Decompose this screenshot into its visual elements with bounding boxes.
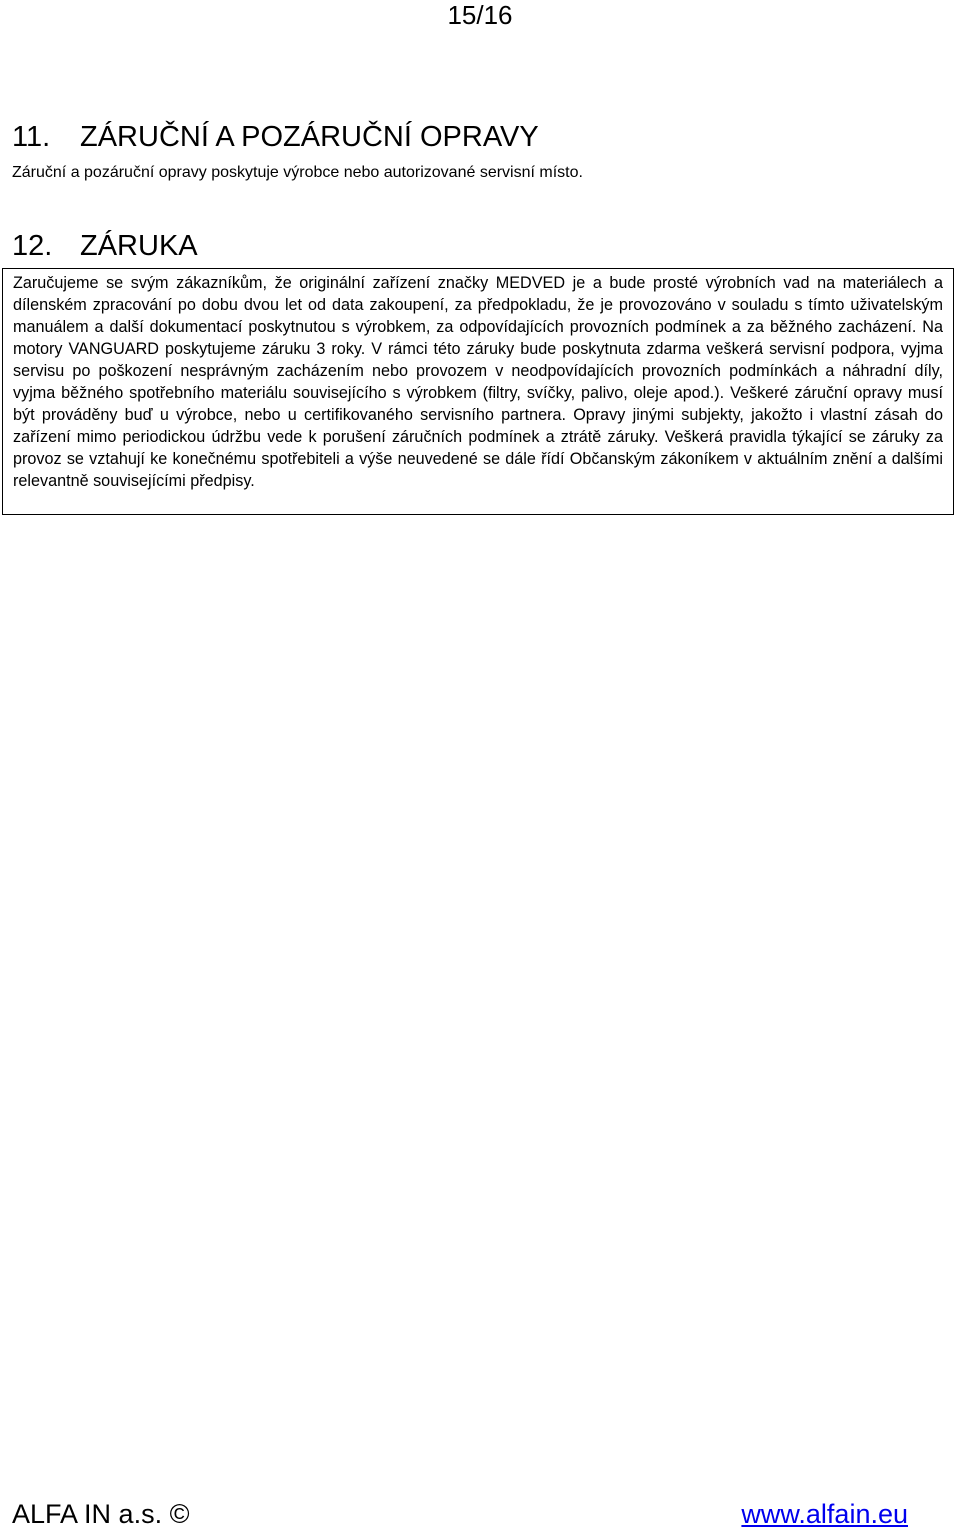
section-number: 12. (12, 230, 53, 262)
footer-company: ALFA IN a.s. © (12, 1499, 190, 1529)
warranty-paragraph: Zaručujeme se svým zákazníkům, že originální zařízení značky MEDVED je a bude prosté výrobních vad na materiálech a dílenském zpracování po dobu dvou let od data zakoupení, za předpokladu, že je provozováno v souladu s tímto uživatelským manuálem a další dokumentací poskytnutou s výrobkem, za odpovídajících provozních podmínek a za běžného zacházení. Na motory VANGUARD poskytujeme záruku 3 roky. V rámci této záruky bude poskytnuta zdarma veškerá servisní podpora, vyjma servisu po poškození nesprávným zacházením nebo provozem v neodpovídajících provozních podmínkách a náhradní díly, vyjma běžného spotřebního materiálu souvisejícího s výrobkem (filtry, svíčky, palivo, oleje apod.). Veškeré záruční opravy musí být prováděny buď u výrobce, nebo u certifikovaného servisního partnera. Opravy jinými subjekty, jakožto i vlastní zásah do zařízení mimo periodickou údržbu vede k porušení záručních podmínek a ztrátě záruky. Veškerá pravidla týkající se záruky za provoz se vztahují ke konečnému spotřebiteli a výše neuvedené se dále řídí Občanským zákoníkem v aktuálním znění a dalšími relevantně souvisejícími předpisy. (13, 274, 943, 490)
section-title: ZÁRUKA (80, 230, 198, 262)
section-number: 11. (12, 121, 51, 153)
section-heading-warranty-repairs (12, 120, 539, 154)
section-heading-warranty (12, 229, 198, 263)
footer-website-link[interactable]: www.alfain.eu (741, 1499, 908, 1529)
warranty-repairs-text: Záruční a pozáruční opravy poskytuje výrobce nebo autorizované servisní místo. (12, 164, 583, 181)
warranty-text-box (2, 268, 954, 515)
page-number: 15/16 (447, 0, 513, 30)
section-title: ZÁRUČNÍ A POZÁRUČNÍ OPRAVY (80, 121, 539, 153)
